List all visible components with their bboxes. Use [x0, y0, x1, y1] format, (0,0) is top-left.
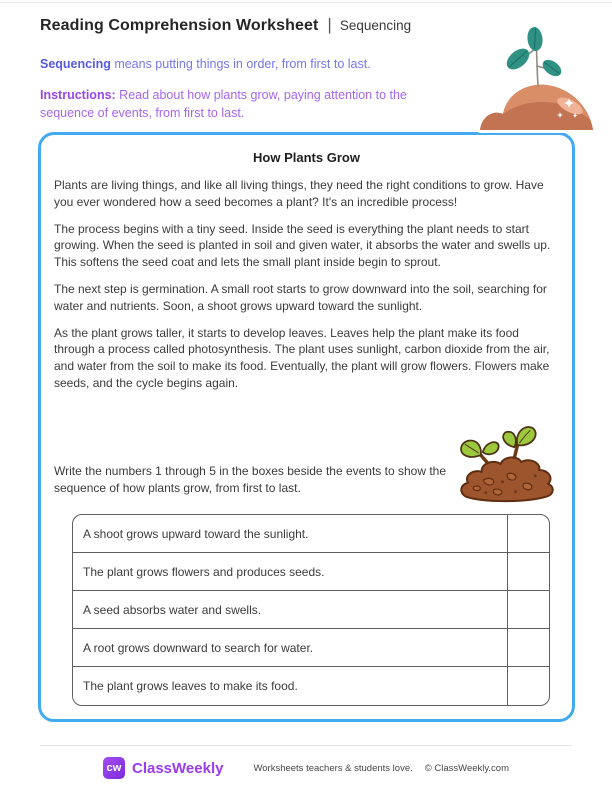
instructions-text: [40, 86, 464, 122]
passage-paragraph: Plants are living things, and like all living things, they need the right conditions to grow. Have you ever wondered how a seed becomes a plant? It's an incredible process!: [54, 178, 544, 209]
definition-term: Sequencing: [40, 57, 111, 71]
answer-box[interactable]: [508, 667, 549, 705]
passage-body: [41, 165, 572, 392]
worksheet-header: [40, 15, 411, 35]
answer-box[interactable]: [508, 591, 549, 628]
answer-box[interactable]: [508, 553, 549, 590]
definition-text: means putting things in order, from first to last.: [110, 57, 371, 71]
answer-box[interactable]: [508, 629, 549, 666]
event-text: A root grows downward to search for water.: [73, 629, 508, 666]
answer-box[interactable]: [508, 515, 549, 552]
footer-tagline: Worksheets teachers & students love.: [253, 762, 413, 774]
passage-paragraph: The process begins with a tiny seed. Inside the seed is everything the plant needs to start growing. When the seed is planted in soil and given water, it absorbs the water and swells up. This softens the seed coat and lets the small plant inside begin to sprout.: [54, 221, 551, 270]
sequencing-definition: [40, 57, 371, 71]
passage-paragraph: The next step is germination. A small root starts to grow downward into the soil, searching for water and nutrients. Soon, a shoot grows upward toward the sunlight.: [54, 281, 547, 313]
title-separator: |: [327, 15, 332, 34]
table-row: [73, 553, 549, 591]
task-prompt: Write the numbers 1 through 5 in the boxes beside the events to show the sequence of how plants grow, from first to last.: [54, 464, 447, 496]
event-text: A seed absorbs water and swells.: [73, 591, 508, 628]
event-text: The plant grows leaves to make its food.: [73, 667, 508, 705]
sprout-sticker-icon: [474, 26, 606, 138]
page-subtitle: Sequencing: [339, 18, 412, 33]
page-title: Reading Comprehension Worksheet: [40, 17, 319, 34]
passage-box: [38, 132, 575, 722]
passage-paragraph: As the plant grows taller, it starts to develop leaves. Leaves help the plant make its food through a process called photosynthesis. The plant uses sunlight, carbon dioxide from the air, and water from the soil to make its food. Eventually, the plant will grow flowers. Flowers make seeds, and the cycle begins again.: [54, 325, 550, 390]
table-row: [73, 667, 549, 705]
event-text: The plant grows flowers and produces seeds.: [73, 553, 508, 590]
table-row: [73, 591, 549, 629]
passage-title: How Plants Grow: [253, 150, 360, 165]
event-text: A shoot grows upward toward the sunlight.: [73, 515, 508, 552]
instructions-body: Read about how plants grow, paying attention to the sequence of events, from first to last.: [40, 88, 407, 121]
footer-copyright: © ClassWeekly.com: [424, 762, 509, 774]
seedling-dirt-icon: [456, 423, 560, 507]
table-row: [73, 629, 549, 667]
classweekly-logo-icon: cw: [103, 757, 125, 779]
brand-name: ClassWeekly: [132, 759, 224, 777]
footer: [0, 757, 612, 779]
instructions-label: Instructions:: [40, 88, 116, 102]
table-row: [73, 515, 549, 553]
footer-divider: [40, 745, 572, 746]
page-top-divider: [0, 2, 612, 3]
sequence-table: [72, 514, 550, 706]
